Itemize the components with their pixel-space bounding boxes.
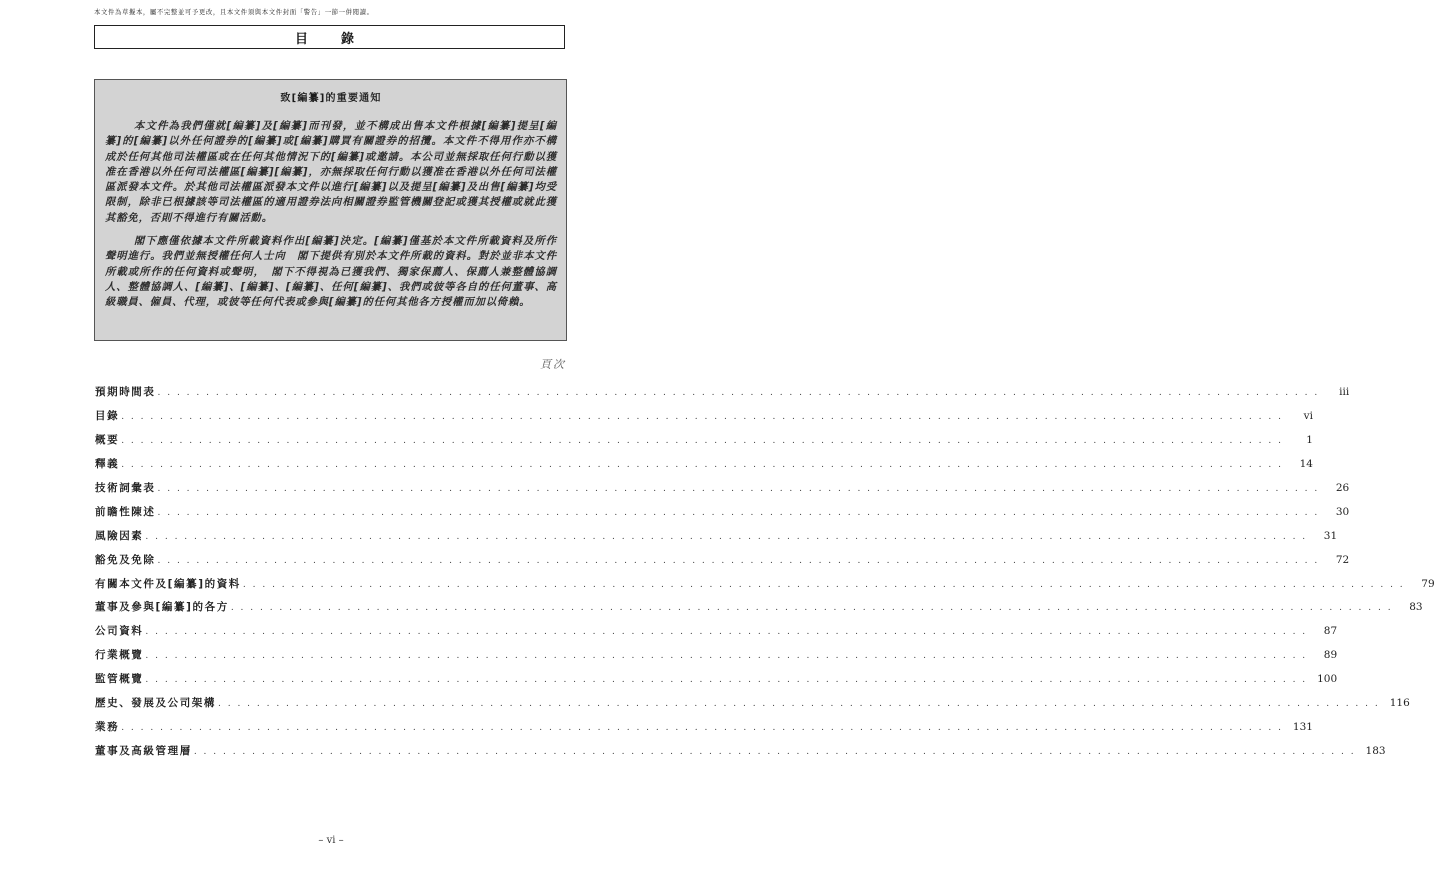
toc-entry[interactable] [95,599,1423,623]
toc-entry[interactable] [95,623,1338,647]
toc-entry[interactable] [95,504,1350,528]
toc-entry-title: 目錄 [95,409,120,422]
notice-paragraph: 本文件為我們僅就[編纂]及[編纂]而刊發，並不構成出售本文件根據[編纂]提呈[編纂]的[編纂]以外任何證券的[編纂]或[編纂]購買有關證券的招攬。本文件不得用作亦不構成於任何其他司法權區或在任何其他情況下的[編纂]或邀請。本公司並無採取任何行動以獲准在香港以外任何司法權區[編纂][編纂]，亦無採取任何行動以獲准在香港以外任何司法權區派發本文件。於其他司法權區派發本文件以進行[編纂]以及提呈[編纂]及出售[編纂]均受限制，除非已根據該等司法權區的適用證券法向相關證券監管機關登記或獲其授權或就此獲其豁免，否則不得進行有關活動。 [105,120,557,224]
toc-entry-page: 89 [1323,649,1338,662]
notice-heading: 致[編纂]的重要通知 [280,93,382,104]
toc-dot-leader: . . . . . . . . . . . . . . . . . . . . . . . . . . . . . . . . . . . . . . . . . . . . . . . . . . . . . . . . . . . . . . . . . . . . . . . . . . . . . . . . . . . . . . . . . . . . . . . . . . . . . . . . . . . . . . . . . . . . . . . . [242,579,1405,590]
toc-entry[interactable] [95,647,1338,671]
toc-entry[interactable] [95,576,1435,600]
toc-entry[interactable] [95,528,1338,552]
toc-entry-title: 預期時間表 [95,386,156,398]
toc-entry-page: 116 [1389,697,1410,710]
toc-entry-title: 歷史、發展及公司架構 [95,697,216,710]
page-title: 目 錄 [94,25,565,49]
toc-entry-page: 79 [1421,577,1435,590]
toc-dot-leader: . . . . . . . . . . . . . . . . . . . . . . . . . . . . . . . . . . . . . . . . . . . . . . . . . . . . . . . . . . . . . . . . . . . . . . . . . . . . . . . . . . . . . . . . . . . . . . . . . . . . . . . . . . . . . . . . . . . . . . . . [145,531,1308,542]
toc-dot-leader: . . . . . . . . . . . . . . . . . . . . . . . . . . . . . . . . . . . . . . . . . . . . . . . . . . . . . . . . . . . . . . . . . . . . . . . . . . . . . . . . . . . . . . . . . . . . . . . . . . . . . . . . . . . . . . . . . . . . . . . . [121,459,1283,470]
toc-dot-leader: . . . . . . . . . . . . . . . . . . . . . . . . . . . . . . . . . . . . . . . . . . . . . . . . . . . . . . . . . . . . . . . . . . . . . . . . . . . . . . . . . . . . . . . . . . . . . . . . . . . . . . . . . . . . . . . . . . . . . . . . [230,603,1393,614]
toc-entry[interactable] [95,743,1386,767]
toc-entry-page: 72 [1335,553,1350,566]
toc-entry-title: 業務 [95,721,120,734]
toc-dot-leader: . . . . . . . . . . . . . . . . . . . . . . . . . . . . . . . . . . . . . . . . . . . . . . . . . . . . . . . . . . . . . . . . . . . . . . . . . . . . . . . . . . . . . . . . . . . . . . . . . . . . . . . . . . . . . . . . . . . . . . . . [193,747,1356,758]
toc-entry[interactable] [95,552,1350,576]
draft-header-notice: 本文件為草擬本，屬不完整並可予更改，且本文件須與本文件封面「警告」一節一併閱讀。 [94,8,374,16]
toc-entry-page: 30 [1335,505,1350,518]
toc-entry-title: 豁免及免除 [95,553,156,566]
toc-entry-page: 100 [1317,673,1338,686]
toc-entry-page: iii [1339,386,1350,398]
toc-entry[interactable] [95,432,1313,456]
toc-entry-title: 概要 [95,433,120,446]
toc-entry-title: 釋義 [95,457,120,470]
toc-entry-page: 183 [1365,745,1386,758]
page-column-label: 頁次 [540,358,566,371]
toc-entry[interactable] [95,384,1350,408]
toc-entry-title: 董事及高級管理層 [95,745,192,758]
toc-entry[interactable] [95,695,1410,719]
toc-dot-leader: . . . . . . . . . . . . . . . . . . . . . . . . . . . . . . . . . . . . . . . . . . . . . . . . . . . . . . . . . . . . . . . . . . . . . . . . . . . . . . . . . . . . . . . . . . . . . . . . . . . . . . . . . . . . . . . . . . . . . . . . [157,483,1320,494]
important-notice-box [94,79,567,341]
notice-paragraph: 閣下應僅依據本文件所載資料作出[編纂]決定。[編纂]僅基於本文件所載資料及所作聲明進行。我們並無授權任何人士向 閣下提供有別於本文件所載的資料。對於並非本文件所載或所作的任何資料或聲明， 閣下不得視為已獲我們、獨家保薦人、保薦人兼整體協調人、整體協調人、[編纂]、[編纂]、[編纂]、任何[編纂]、我們或彼等各自的任何董事、高級職員、僱員、代理，或彼等任何代表或參與[編纂]的任何其他各方授權而加以倚賴。 [105,235,557,309]
toc-dot-leader: . . . . . . . . . . . . . . . . . . . . . . . . . . . . . . . . . . . . . . . . . . . . . . . . . . . . . . . . . . . . . . . . . . . . . . . . . . . . . . . . . . . . . . . . . . . . . . . . . . . . . . . . . . . . . . . . . . . . . . . . [157,555,1320,566]
page-number-footer: – vi – [318,835,344,846]
toc-entry-title: 行業概覽 [95,649,144,662]
toc-entry[interactable] [95,719,1313,743]
toc-entry-page: 14 [1299,457,1313,470]
toc-dot-leader: . . . . . . . . . . . . . . . . . . . . . . . . . . . . . . . . . . . . . . . . . . . . . . . . . . . . . . . . . . . . . . . . . . . . . . . . . . . . . . . . . . . . . . . . . . . . . . . . . . . . . . . . . . . . . . . . . . . . . . . . [157,507,1320,518]
toc-entry[interactable] [95,671,1338,695]
toc-dot-leader: . . . . . . . . . . . . . . . . . . . . . . . . . . . . . . . . . . . . . . . . . . . . . . . . . . . . . . . . . . . . . . . . . . . . . . . . . . . . . . . . . . . . . . . . . . . . . . . . . . . . . . . . . . . . . . . . . . . . . . . . [121,435,1283,446]
toc-entry-title: 前瞻性陳述 [95,505,156,518]
toc-entry[interactable] [95,456,1313,480]
toc-entry-page: vi [1303,409,1313,422]
toc-entry-page: 87 [1323,625,1338,638]
toc-dot-leader: . . . . . . . . . . . . . . . . . . . . . . . . . . . . . . . . . . . . . . . . . . . . . . . . . . . . . . . . . . . . . . . . . . . . . . . . . . . . . . . . . . . . . . . . . . . . . . . . . . . . . . . . . . . . . . . . . . . . . . . . [145,675,1308,686]
toc-entry-page: 131 [1292,721,1313,734]
toc-dot-leader: . . . . . . . . . . . . . . . . . . . . . . . . . . . . . . . . . . . . . . . . . . . . . . . . . . . . . . . . . . . . . . . . . . . . . . . . . . . . . . . . . . . . . . . . . . . . . . . . . . . . . . . . . . . . . . . . . . . . . . . . [157,388,1320,398]
toc-entry-page: 1 [1306,433,1313,446]
toc-entry-page: 26 [1335,481,1350,494]
toc-entry-title: 風險因素 [95,529,144,542]
toc-entry-title: 董事及參與[編纂]的各方 [95,601,229,614]
toc-dot-leader: . . . . . . . . . . . . . . . . . . . . . . . . . . . . . . . . . . . . . . . . . . . . . . . . . . . . . . . . . . . . . . . . . . . . . . . . . . . . . . . . . . . . . . . . . . . . . . . . . . . . . . . . . . . . . . . . . . . . . . . . [121,411,1283,422]
toc-entry-page: 83 [1409,601,1423,614]
toc-entry[interactable] [95,480,1350,504]
toc-entry-page: 31 [1323,529,1338,542]
toc-entry-title: 有關本文件及[編纂]的資料 [95,577,241,590]
toc-dot-leader: . . . . . . . . . . . . . . . . . . . . . . . . . . . . . . . . . . . . . . . . . . . . . . . . . . . . . . . . . . . . . . . . . . . . . . . . . . . . . . . . . . . . . . . . . . . . . . . . . . . . . . . . . . . . . . . . . . . . . . . . [218,699,1380,710]
table-of-contents [95,384,1435,767]
toc-entry-title: 技術詞彙表 [95,481,156,494]
toc-entry-title: 監管概覽 [95,673,144,686]
toc-entry[interactable] [95,408,1313,432]
toc-dot-leader: . . . . . . . . . . . . . . . . . . . . . . . . . . . . . . . . . . . . . . . . . . . . . . . . . . . . . . . . . . . . . . . . . . . . . . . . . . . . . . . . . . . . . . . . . . . . . . . . . . . . . . . . . . . . . . . . . . . . . . . . [145,651,1308,662]
toc-entry-title: 公司資料 [95,625,144,638]
toc-dot-leader: . . . . . . . . . . . . . . . . . . . . . . . . . . . . . . . . . . . . . . . . . . . . . . . . . . . . . . . . . . . . . . . . . . . . . . . . . . . . . . . . . . . . . . . . . . . . . . . . . . . . . . . . . . . . . . . . . . . . . . . . [145,627,1308,638]
toc-dot-leader: . . . . . . . . . . . . . . . . . . . . . . . . . . . . . . . . . . . . . . . . . . . . . . . . . . . . . . . . . . . . . . . . . . . . . . . . . . . . . . . . . . . . . . . . . . . . . . . . . . . . . . . . . . . . . . . . . . . . . . . . [121,723,1283,734]
